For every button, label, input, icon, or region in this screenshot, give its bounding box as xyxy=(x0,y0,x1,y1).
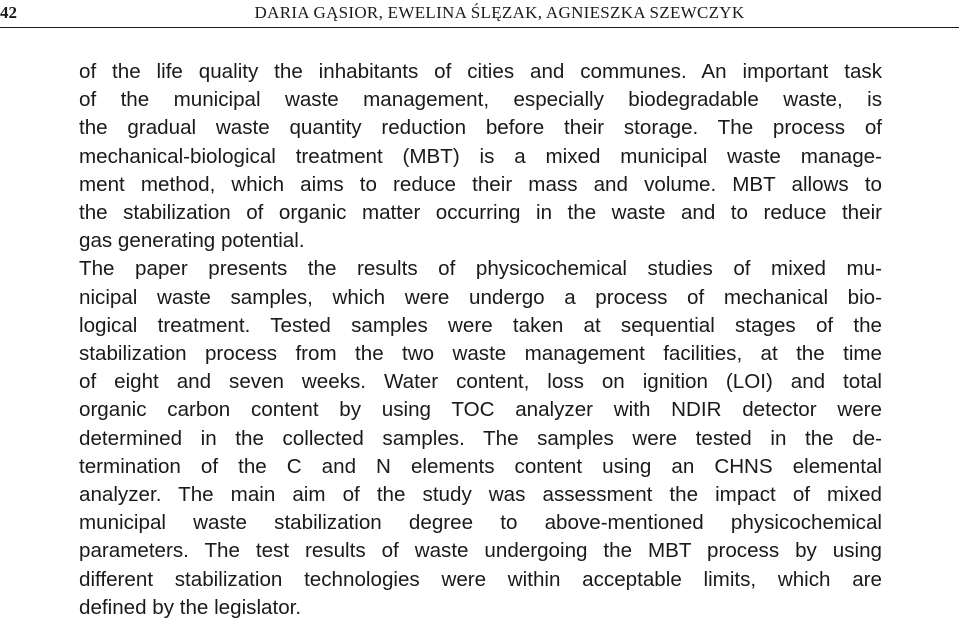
text-line: parameters. The test results of waste undergoing the MBT process by using xyxy=(79,539,882,563)
abstract-text xyxy=(79,58,882,622)
text-line: of the municipal waste management, especially biodegradable waste, is xyxy=(79,88,882,112)
text-line: logical treatment. Tested samples were taken at sequential stages of the xyxy=(79,313,882,337)
text-line: gas generating potential. xyxy=(79,229,305,253)
text-line: ment method, which aims to reduce their mass and volume. MBT allows to xyxy=(79,172,882,196)
text-line: of the life quality the inhabitants of cities and communes. An important task xyxy=(79,60,882,83)
text-line: defined by the legislator. xyxy=(79,595,302,619)
running-head-authors: DARIA GĄSIOR, EWELINA ŚLĘZAK, AGNIESZKA SZEWCZYK xyxy=(254,3,745,22)
text-line: organic carbon content by using TOC analyzer with NDIR detector were xyxy=(79,398,882,422)
text-line: municipal waste stabilization degree to above-mentioned physicochemical xyxy=(79,511,882,535)
text-line: termination of the C and N elements content using an CHNS elemental xyxy=(79,454,882,478)
text-line: The paper presents the results of physicochemical studies of mixed mu- xyxy=(79,257,882,281)
text-line: nicipal waste samples, which were undergo a process of mechanical bio- xyxy=(79,285,882,309)
text-line: the gradual waste quantity reduction before their storage. The process of xyxy=(79,116,882,140)
text-line: different stabilization technologies were within acceptable limits, which are xyxy=(79,567,882,591)
text-line: mechanical-biological treatment (MBT) is a mixed municipal waste manage- xyxy=(79,144,882,168)
text-line: of eight and seven weeks. Water content, loss on ignition (LOI) and total xyxy=(79,370,882,394)
text-line: analyzer. The main aim of the study was assessment the impact of mixed xyxy=(79,483,882,507)
text-line: the stabilization of organic matter occurring in the waste and to reduce their xyxy=(79,201,882,225)
text-line: determined in the collected samples. The samples were tested in the de- xyxy=(79,426,882,450)
header-rule xyxy=(0,27,959,28)
text-line: stabilization process from the two waste management facilities, at the time xyxy=(79,342,882,366)
page-number: 42 xyxy=(0,3,17,22)
page-header xyxy=(0,0,959,28)
